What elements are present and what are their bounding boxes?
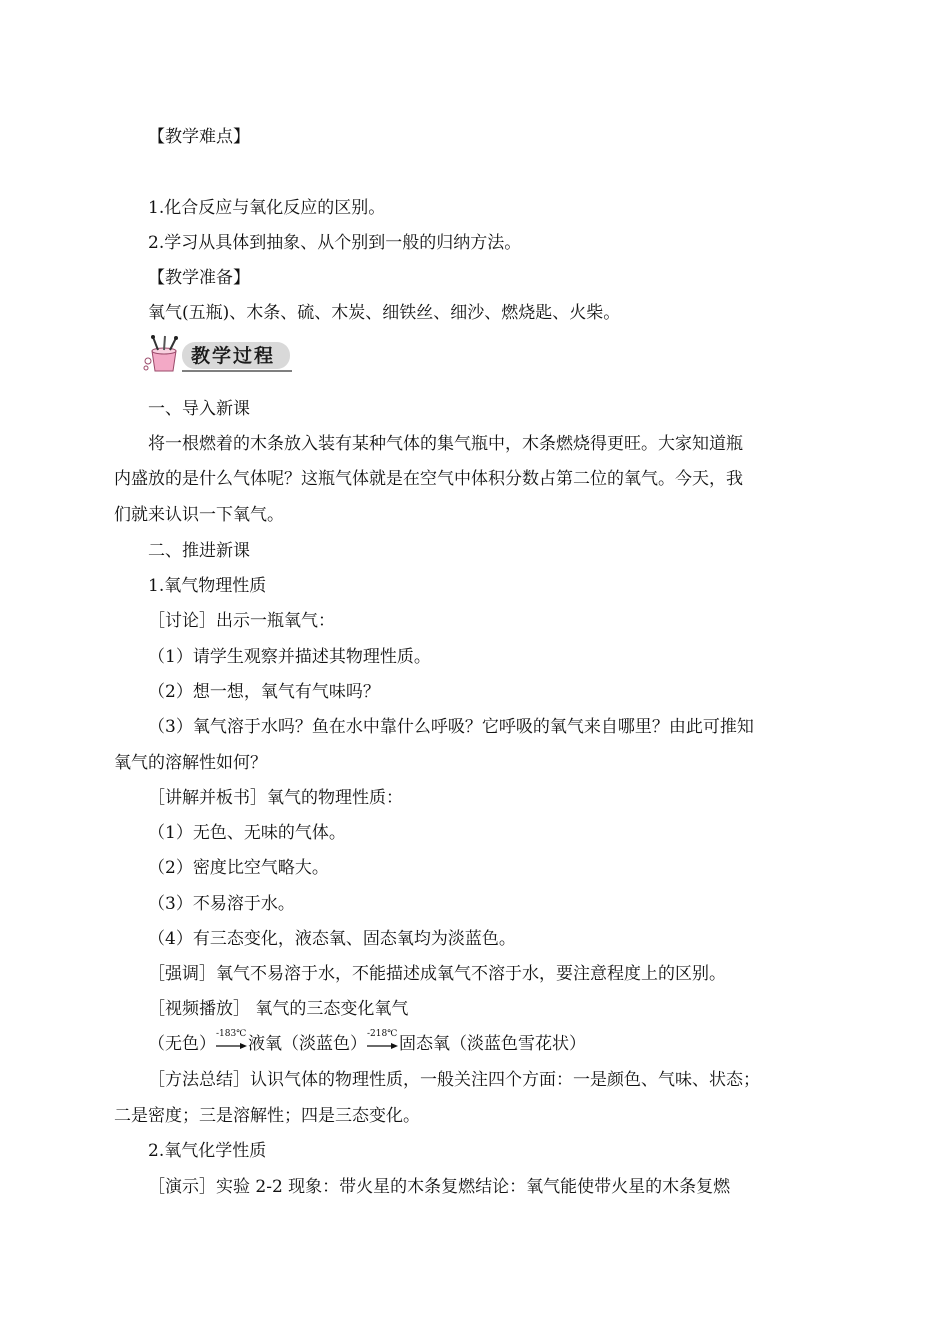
subsection-heading-physical: 1.氧气物理性质 (148, 576, 267, 596)
question-1: （1）请学生观察并描述其物理性质。 (148, 647, 431, 667)
part1-paragraph-line-1: 将一根燃着的木条放入装有某种气体的集气瓶中，木条燃烧得更旺。大家知道瓶 (148, 434, 743, 454)
banner-title: 教学过程 (191, 345, 276, 367)
section-heading-difficulty: 【教学难点】 (148, 127, 250, 147)
method-summary-line-1: ［方法总结］认识气体的物理性质，一般关注四个方面：一是颜色、气味、状态； (148, 1070, 760, 1090)
part1-paragraph-line-3: 们就来认识一下氧气。 (114, 505, 284, 525)
part2-heading: 二、推进新课 (148, 541, 250, 561)
arrow-right-icon (367, 1042, 399, 1050)
part1-paragraph-line-2: 内盛放的是什么气体呢？这瓶气体就是在空气中体积分数占第二位的氧气。今天，我 (114, 469, 743, 489)
preparation-text: 氧气(五瓶)、木条、硫、木炭、细铁丝、细沙、燃烧匙、火柴。 (148, 303, 621, 323)
section-heading-preparation: 【教学准备】 (148, 268, 250, 288)
part1-heading: 一、导入新课 (148, 399, 250, 419)
question-3-line-1: （3）氧气溶于水吗？鱼在水中靠什么呼吸？它呼吸的氧气来自哪里？由此可推知 (148, 717, 754, 737)
state-liquid: 液氧（淡蓝色） (248, 1034, 367, 1054)
transition-arrow-1 (216, 1029, 248, 1056)
emphasis-line: ［强调］氧气不易溶于水，不能描述成氧气不溶于水，要注意程度上的区别。 (148, 964, 726, 984)
property-1: （1）无色、无味的气体。 (148, 823, 346, 843)
video-line: ［视频播放］ 氧气的三态变化氧气 (148, 999, 409, 1019)
question-2: （2）想一想，氧气有气味吗？ (148, 682, 380, 702)
state-gas: （无色） (148, 1034, 216, 1054)
property-2: （2）密度比空气略大。 (148, 858, 329, 878)
state-solid: 固态氧（淡蓝色雪花状） (399, 1034, 586, 1054)
explanation-line: ［讲解并板书］氧气的物理性质： (148, 788, 403, 808)
property-3: （3）不易溶于水。 (148, 894, 295, 914)
question-3-line-2: 氧气的溶解性如何？ (114, 753, 267, 773)
transition-arrow-2 (367, 1029, 399, 1056)
arrow-right-icon (216, 1042, 248, 1050)
difficulty-item-1: 1.化合反应与氧化反应的区别。 (148, 198, 386, 218)
discussion-line: ［讨论］出示一瓶氧气： (148, 611, 335, 631)
teaching-process-banner (142, 335, 294, 375)
method-summary-line-2: 二是密度；三是溶解性；四是三态变化。 (114, 1106, 420, 1126)
state-change-line (148, 1029, 586, 1056)
property-4: （4）有三态变化，液态氧、固态氧均为淡蓝色。 (148, 929, 516, 949)
temperature-label-2: -218℃ (367, 1029, 398, 1039)
temperature-label-1: -183℃ (216, 1029, 247, 1039)
difficulty-item-2: 2.学习从具体到抽象、从个别到一般的归纳方法。 (148, 233, 522, 253)
demonstration-line: ［演示］实验 2-2 现象：带火星的木条复燃结论：氧气能使带火星的木条复燃 (148, 1177, 731, 1197)
subsection-heading-chemical: 2.氧气化学性质 (148, 1141, 267, 1161)
